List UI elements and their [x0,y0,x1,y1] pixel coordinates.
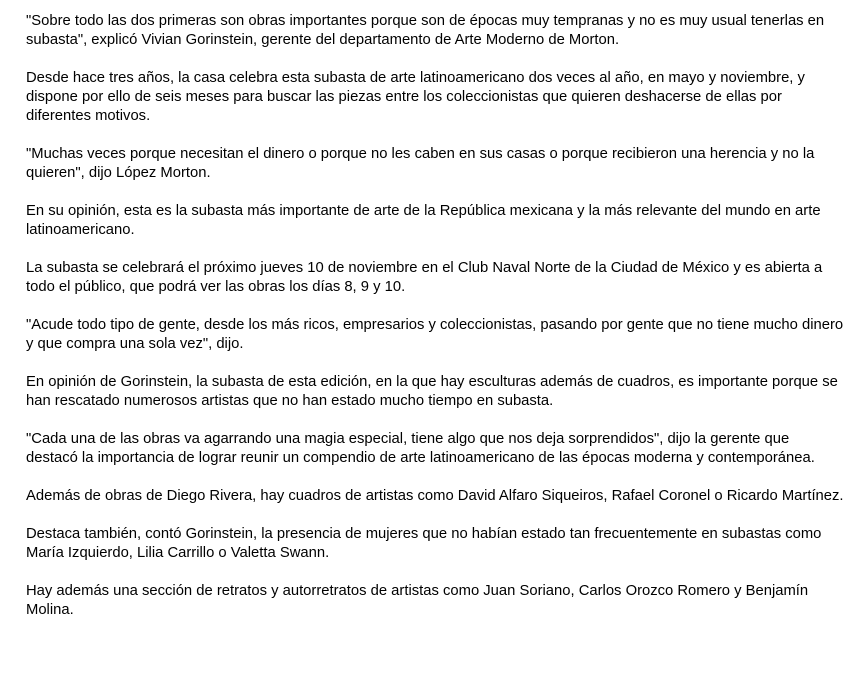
paragraph-2: Desde hace tres años, la casa celebra esta subasta de arte latinoamericano dos veces al año, en mayo y noviembre, y dispone por ello de seis meses para buscar las piezas entre los coleccionistas que quieren deshacerse de ellas por diferentes motivos. [26,70,805,124]
paragraph-8: "Cada una de las obras va agarrando una magia especial, tiene algo que nos deja sorprendidos", dijo la gerente que destacó la importancia de lograr reunir un compendio de arte latinoamericano de las épocas moderna y contemporánea. [26,431,815,466]
paragraph-11: Hay además una sección de retratos y autorretratos de artistas como Juan Soriano, Carlos Orozco Romero y Benjamín Molina. [26,583,809,618]
article-body [26,12,844,620]
paragraph-5: La subasta se celebrará el próximo jueves 10 de noviembre en el Club Naval Norte de la Ciudad de México y es abierta a todo el público, que podrá ver las obras los días 8, 9 y 10. [26,260,823,295]
paragraph-9: Además de obras de Diego Rivera, hay cuadros de artistas como David Alfaro Siqueiros, Rafael Coronel o Ricardo Martínez. [26,488,844,504]
paragraph-7: En opinión de Gorinstein, la subasta de esta edición, en la que hay esculturas además de cuadros, es importante porque se han rescatado numerosos artistas que no han estado mucho tiempo en subasta. [26,374,838,409]
paragraph-1: "Sobre todo las dos primeras son obras importantes porque son de épocas muy tempranas y no es muy usual tenerlas en subasta", explicó Vivian Gorinstein, gerente del departamento de Arte Moderno de Morton. [26,13,825,48]
paragraph-3: "Muchas veces porque necesitan el dinero o porque no les caben en sus casas o porque recibieron una herencia y no la quieren", dijo López Morton. [26,146,815,181]
paragraph-6: "Acude todo tipo de gente, desde los más ricos, empresarios y coleccionistas, pasando por gente que no tiene mucho dinero y que compra una sola vez", dijo. [26,317,844,352]
paragraph-4: En su opinión, esta es la subasta más importante de arte de la República mexicana y la más relevante del mundo en arte latinoamericano. [26,203,821,238]
paragraph-10: Destaca también, contó Gorinstein, la presencia de mujeres que no habían estado tan frecuentemente en subastas como María Izquierdo, Lilia Carrillo o Valetta Swann. [26,526,822,561]
